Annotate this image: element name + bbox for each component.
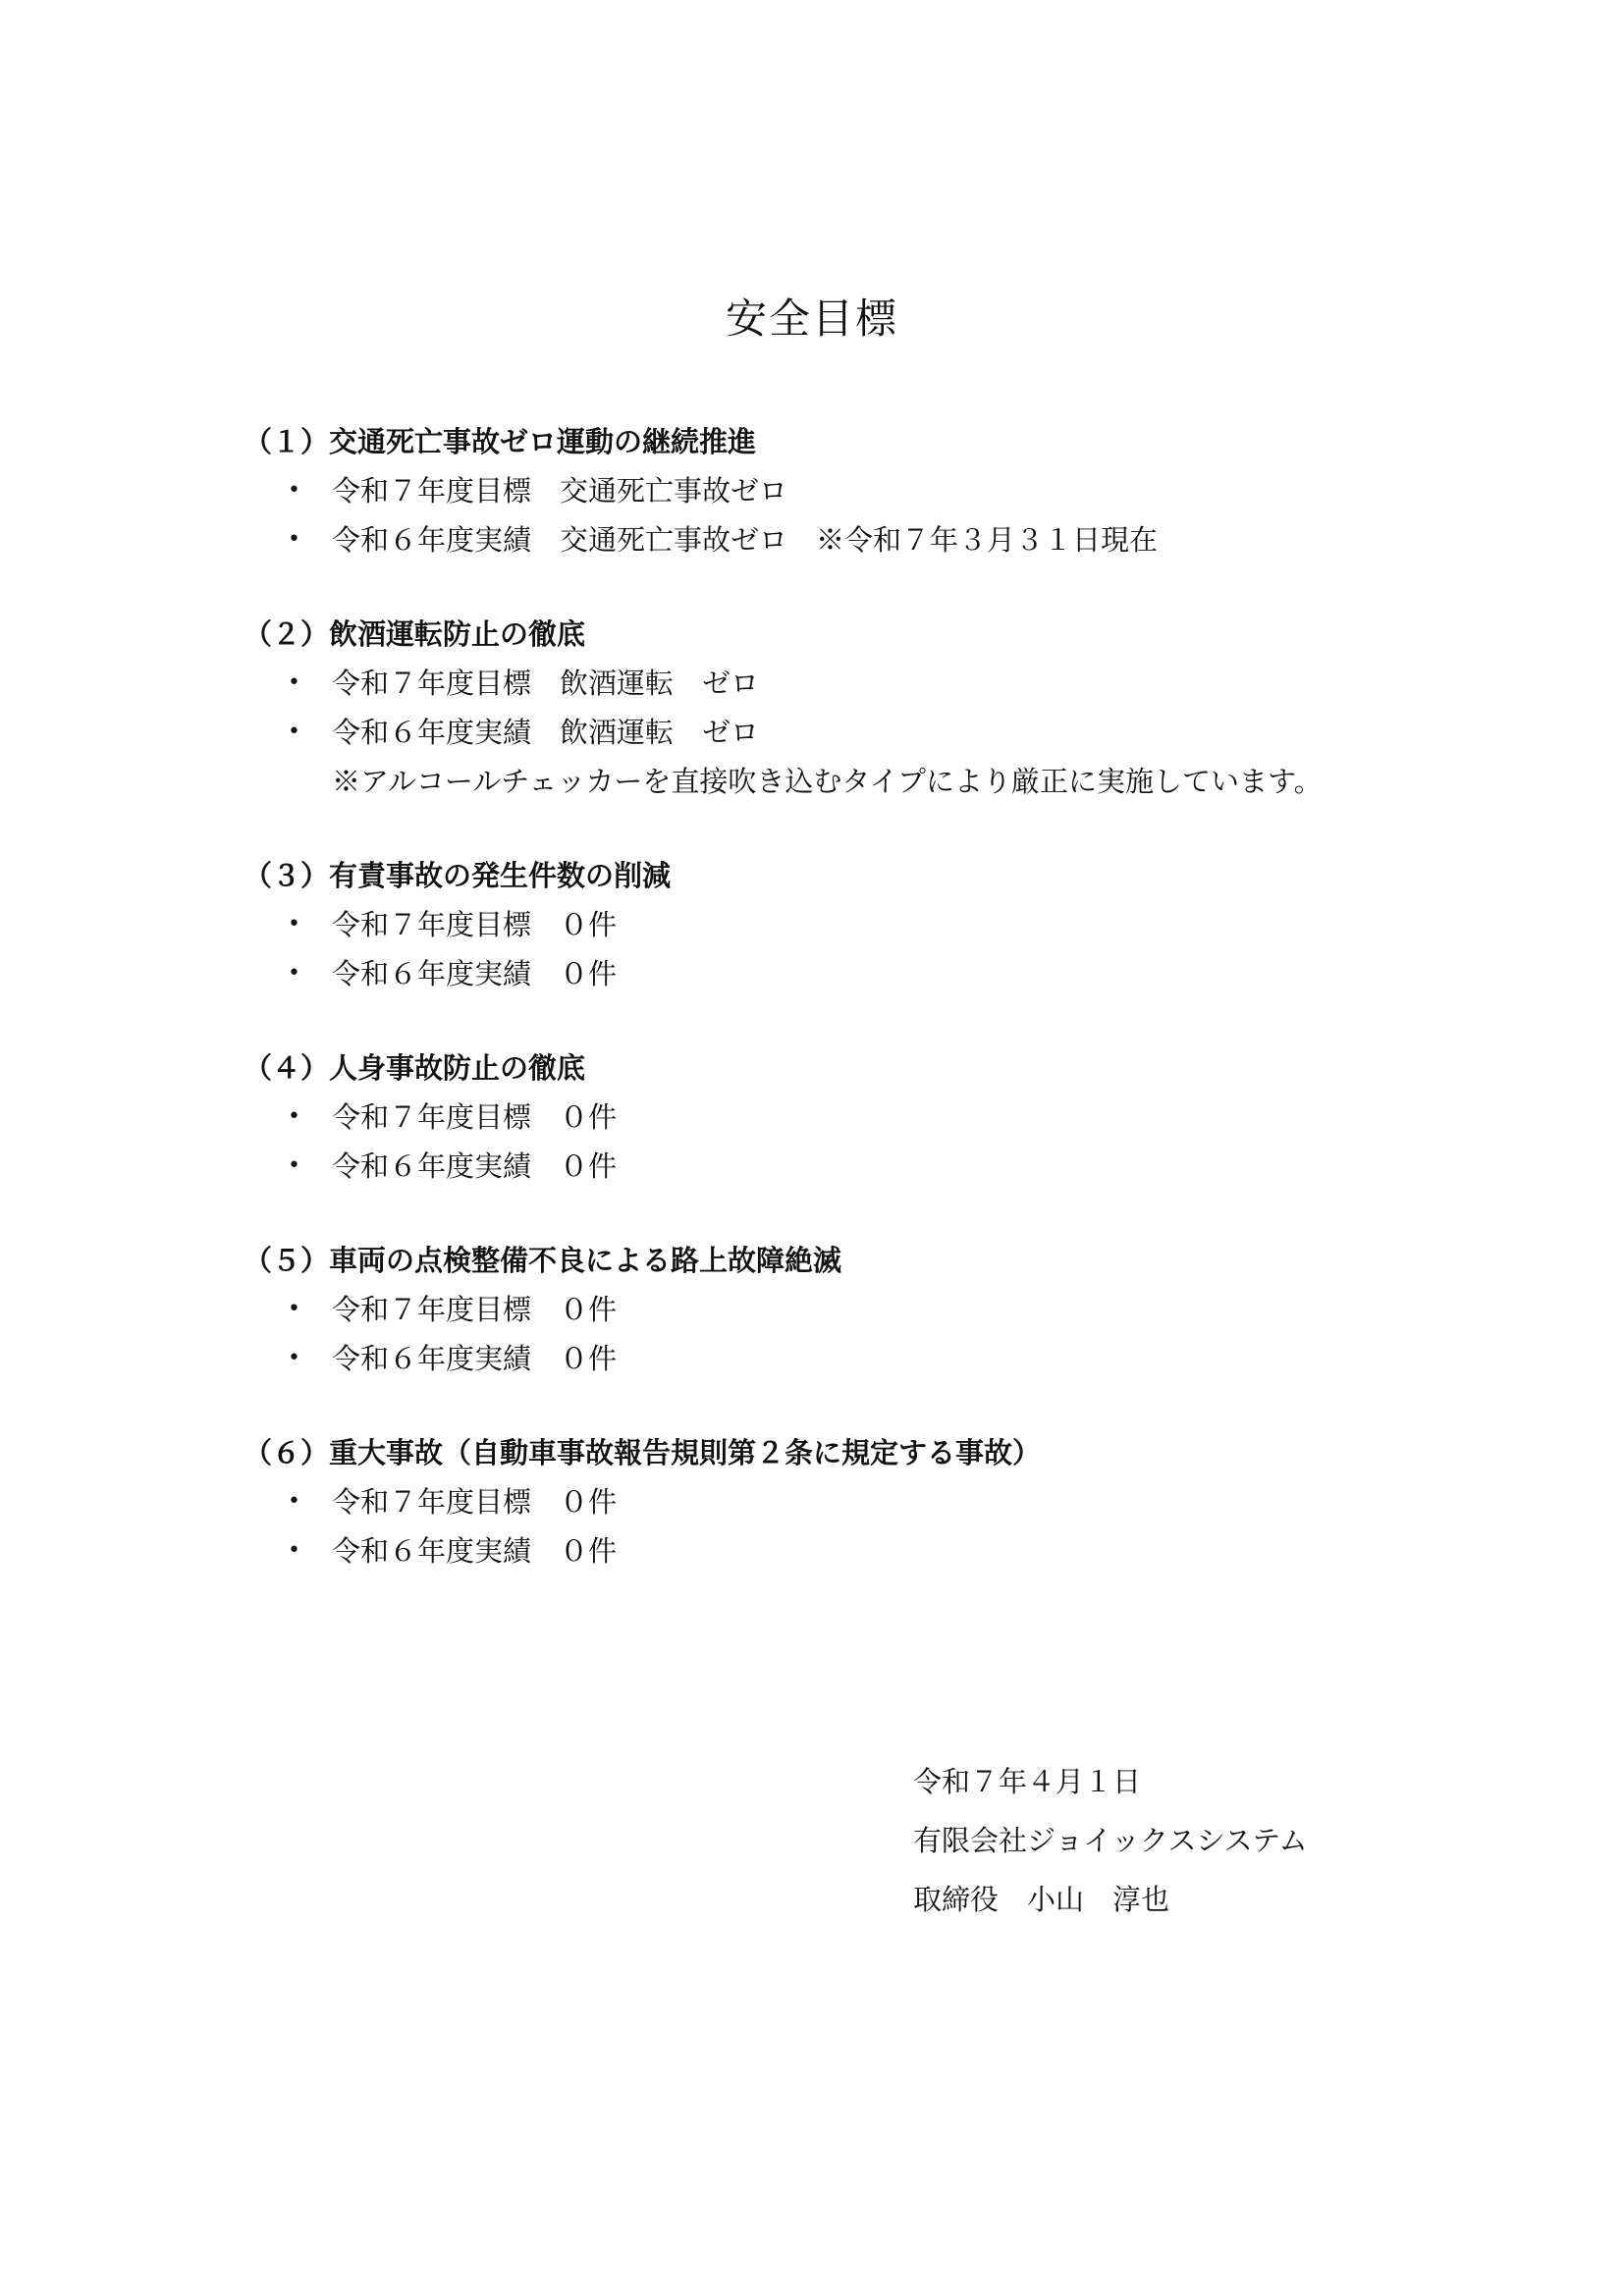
- section-2: [244, 610, 1540, 806]
- bullet-icon: •: [288, 527, 300, 552]
- bullet-icon: •: [288, 1297, 300, 1321]
- item-text: 令和６年度実績 ０件: [332, 1149, 618, 1183]
- section-heading: （１）交通死亡事故ゼロ運動の継続推進: [244, 425, 757, 458]
- bullet-icon: •: [288, 1153, 300, 1178]
- bullet-icon: •: [288, 720, 300, 744]
- section-heading: （３）有責事故の発生件数の削減: [244, 859, 672, 892]
- issue-date: 令和７年４月１日: [913, 1765, 1142, 1798]
- item-text: 令和６年度実績 ０件: [332, 957, 618, 990]
- item-text: 令和６年度実績 ０件: [332, 1342, 618, 1375]
- section-1: [244, 417, 1540, 564]
- bullet-icon: •: [288, 1346, 300, 1370]
- section-items: [244, 1093, 1540, 1191]
- bullet-icon: •: [288, 1538, 300, 1563]
- list-item: [244, 1477, 1540, 1526]
- section-heading: （４）人身事故防止の徹底: [244, 1051, 586, 1085]
- list-item: [244, 1334, 1540, 1383]
- bullet-icon: •: [288, 961, 300, 986]
- list-item: [244, 949, 1540, 998]
- document-title: 安全目標: [725, 294, 898, 343]
- item-text: 令和７年度目標 ０件: [332, 1485, 618, 1519]
- section-heading: （５）車両の点検整備不良による路上故障絶滅: [244, 1244, 842, 1277]
- bullet-icon: •: [288, 670, 300, 695]
- section-6: [244, 1428, 1540, 1575]
- item-text: 令和６年度実績 飲酒運転 ゼロ: [332, 716, 760, 749]
- list-item: [244, 900, 1540, 949]
- bullet-icon: •: [288, 1489, 300, 1514]
- item-text: 令和７年度目標 交通死亡事故ゼロ: [332, 474, 788, 507]
- list-item: [244, 659, 1540, 708]
- item-text: 令和６年度実績 交通死亡事故ゼロ ※令和７年３月３１日現在: [332, 523, 1159, 557]
- bullet-icon: •: [288, 1104, 300, 1129]
- section-items: [244, 1285, 1540, 1383]
- section-items: [244, 659, 1540, 757]
- item-text: 令和６年度実績 ０件: [332, 1534, 618, 1568]
- section-heading: （６）重大事故（自動車事故報告規則第２条に規定する事故）: [244, 1436, 1042, 1469]
- list-item: [244, 515, 1540, 564]
- goals-list: [244, 417, 1540, 1621]
- list-item: [244, 466, 1540, 515]
- bullet-icon: •: [288, 478, 300, 503]
- company-name: 有限会社ジョイックスシステム: [913, 1824, 1308, 1857]
- list-item: [244, 1285, 1540, 1334]
- section-note: ※アルコールチェッカーを直接吹き込むタイプにより厳正に実施しています。: [332, 765, 1323, 798]
- item-text: 令和７年度目標 ０件: [332, 1100, 618, 1134]
- item-text: 令和７年度目標 ０件: [332, 908, 618, 941]
- section-items: [244, 1477, 1540, 1575]
- list-item: [244, 1093, 1540, 1142]
- list-item: [244, 1142, 1540, 1191]
- item-text: 令和７年度目標 ０件: [332, 1293, 618, 1326]
- section-5: [244, 1236, 1540, 1383]
- signature-block: [913, 1752, 1308, 1929]
- item-text: 令和７年度目標 飲酒運転 ゼロ: [332, 667, 760, 700]
- section-heading: （２）飲酒運転防止の徹底: [244, 617, 586, 651]
- section-4: [244, 1043, 1540, 1191]
- bullet-icon: •: [288, 912, 300, 936]
- section-3: [244, 851, 1540, 998]
- list-item: [244, 1526, 1540, 1575]
- section-items: [244, 466, 1540, 564]
- list-item: [244, 708, 1540, 757]
- section-items: [244, 900, 1540, 998]
- representative-name: 取締役 小山 淳也: [913, 1883, 1170, 1916]
